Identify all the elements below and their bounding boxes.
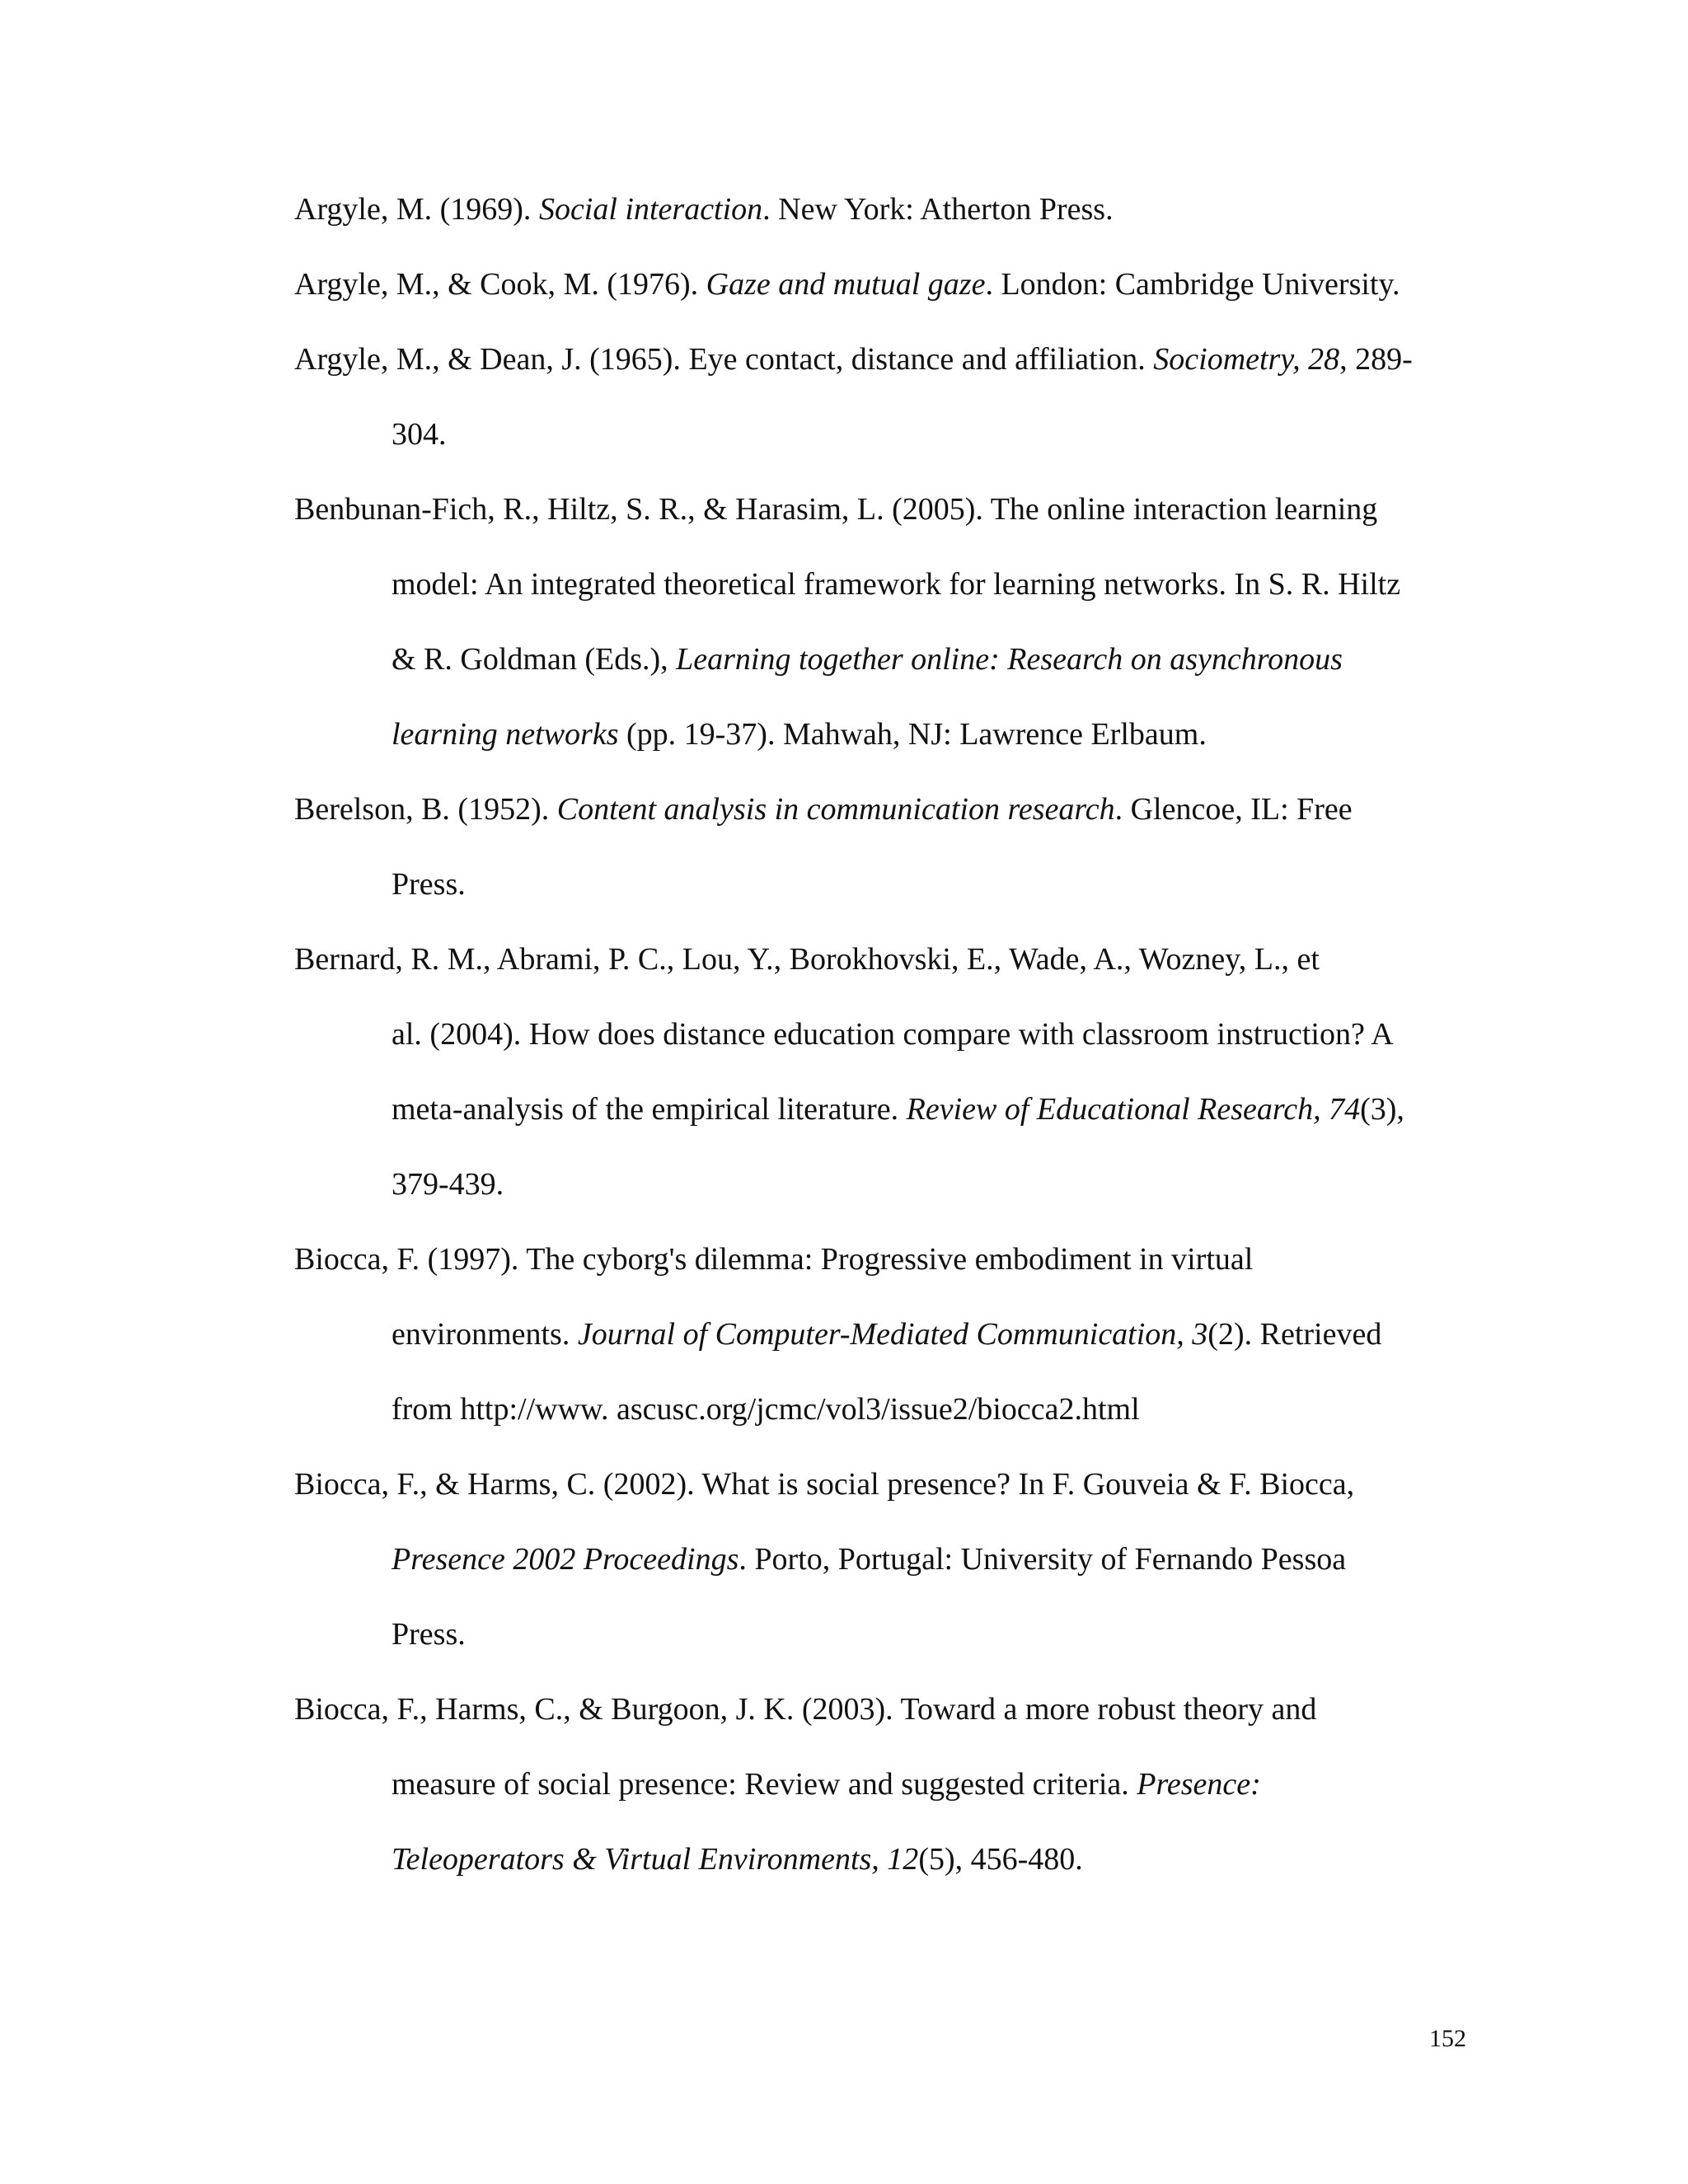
- reference-line: Berelson, B. (1952). Content analysis in communication research. Glencoe, IL: Free: [294, 792, 1353, 827]
- reference-line: Biocca, F., Harms, C., & Burgoon, J. K. (2003). Toward a more robust theory and: [294, 1692, 1317, 1727]
- reference-line: 304.: [392, 417, 447, 452]
- reference-line: Presence 2002 Proceedings. Porto, Portugal: University of Fernando Pessoa: [392, 1542, 1347, 1577]
- reference-line: Biocca, F. (1997). The cyborg's dilemma: Progressive embodiment in virtual: [294, 1242, 1254, 1277]
- reference-line: Argyle, M., & Dean, J. (1965). Eye contact, distance and affiliation. Sociometry, 28, 289-: [294, 342, 1413, 377]
- reference-line: from http://www. ascusc.org/jcmc/vol3/issue2/biocca2.html: [392, 1392, 1140, 1427]
- reference-line: Press.: [392, 867, 466, 902]
- reference-line: Argyle, M., & Cook, M. (1976). Gaze and mutual gaze. London: Cambridge University.: [294, 267, 1400, 302]
- reference-line: Press.: [392, 1617, 466, 1652]
- reference-line: Bernard, R. M., Abrami, P. C., Lou, Y., Borokhovski, E., Wade, A., Wozney, L., et: [294, 942, 1320, 977]
- reference-line: Benbunan-Fich, R., Hiltz, S. R., & Harasim, L. (2005). The online interaction learning: [294, 492, 1378, 527]
- reference-line: learning networks (pp. 19-37). Mahwah, NJ: Lawrence Erlbaum.: [392, 717, 1207, 752]
- reference-line: 379-439.: [392, 1167, 504, 1202]
- reference-line: al. (2004). How does distance education compare with classroom instruction? A: [392, 1017, 1394, 1052]
- reference-line: & R. Goldman (Eds.), Learning together online: Research on asynchronous: [392, 642, 1343, 677]
- reference-line: model: An integrated theoretical framework for learning networks. In S. R. Hiltz: [392, 567, 1401, 602]
- page-number: 152: [1429, 2025, 1466, 2052]
- reference-line: environments. Journal of Computer-Mediated Communication, 3(2). Retrieved: [392, 1317, 1382, 1352]
- reference-line: measure of social presence: Review and suggested criteria. Presence:: [392, 1767, 1261, 1802]
- reference-line: Biocca, F., & Harms, C. (2002). What is social presence? In F. Gouveia & F. Biocca,: [294, 1467, 1355, 1502]
- reference-line: meta-analysis of the empirical literature. Review of Educational Research, 74(3),: [392, 1092, 1404, 1127]
- reference-line: Teleoperators & Virtual Environments, 12(5), 456-480.: [392, 1842, 1083, 1877]
- reference-line: Argyle, M. (1969). Social interaction. New York: Atherton Press.: [294, 192, 1114, 227]
